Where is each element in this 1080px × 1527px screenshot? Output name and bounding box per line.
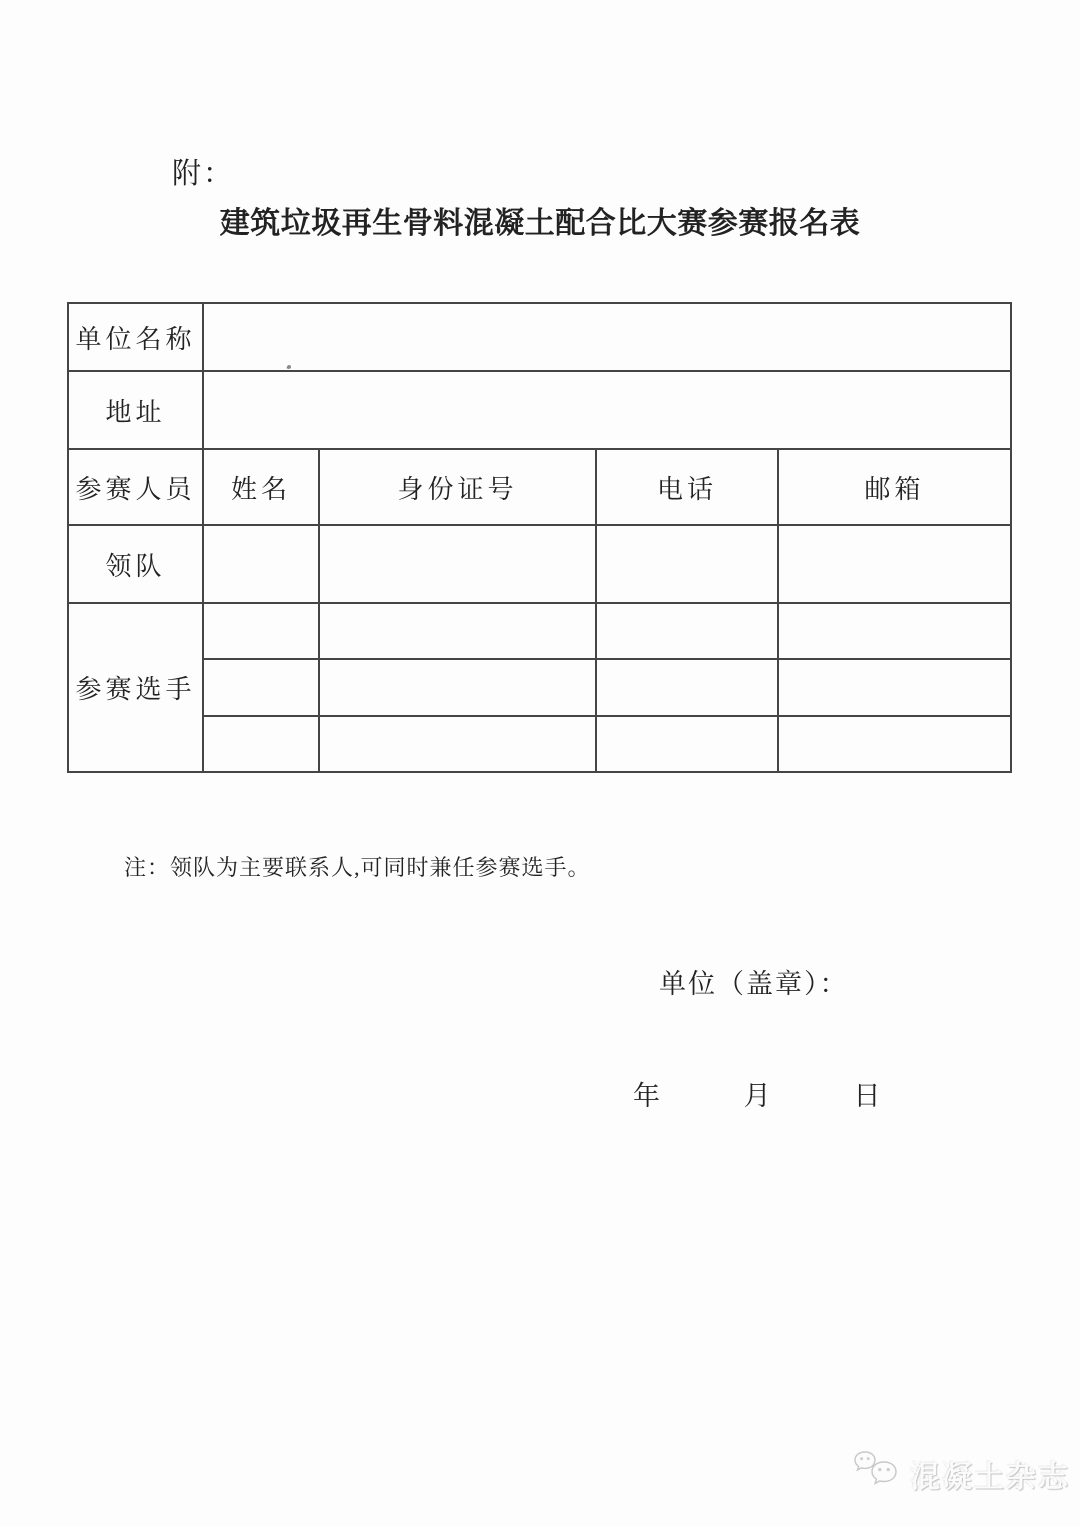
contestant3-id-cell [319, 716, 596, 772]
table-row-leader [68, 525, 1011, 603]
wechat-chat-bubbles-icon [853, 1450, 903, 1497]
date-line [633, 1074, 881, 1113]
unit-name-label: 单位名称 [68, 303, 203, 371]
contestant3-email-cell [778, 716, 1011, 772]
leader-phone-cell [596, 525, 778, 603]
table-row-unit-name [68, 303, 1011, 371]
contestant1-phone-cell [596, 603, 778, 659]
month-label: 月 [743, 1081, 771, 1111]
contestant3-name-cell [203, 716, 319, 772]
note-text: 注：领队为主要联系人,可同时兼任参赛选手。 [124, 855, 591, 880]
contestant1-id-cell [319, 603, 596, 659]
column-header-id-number: 身份证号 [319, 449, 596, 525]
leader-id-cell [319, 525, 596, 603]
address-value-cell [203, 371, 1011, 449]
leader-label: 领队 [68, 525, 203, 603]
unit-name-value-cell [203, 303, 1011, 371]
contestant2-id-cell [319, 659, 596, 716]
column-header-phone: 电话 [596, 449, 778, 525]
participants-label: 参赛人员 [68, 449, 203, 525]
attachment-label: 附： [172, 158, 235, 190]
column-header-name: 姓名 [203, 449, 319, 525]
table-row-contestant-2 [68, 659, 1011, 716]
contestant2-email-cell [778, 659, 1011, 716]
contestants-label: 参赛选手 [68, 603, 203, 772]
contestant1-name-cell [203, 603, 319, 659]
page-title: 建筑垃圾再生骨料混凝土配合比大赛参赛报名表 [219, 207, 861, 240]
day-label: 日 [853, 1081, 881, 1111]
watermark [853, 1450, 1070, 1497]
contestant3-phone-cell [596, 716, 778, 772]
contestant1-email-cell [778, 603, 1011, 659]
table-row-contestant-3 [68, 716, 1011, 772]
leader-email-cell [778, 525, 1011, 603]
address-label: 地址 [68, 371, 203, 449]
unit-seal-label: 单位（盖章）： [659, 969, 849, 999]
column-header-email: 邮箱 [778, 449, 1011, 525]
year-label: 年 [633, 1081, 660, 1111]
watermark-text: 混凝土杂志 [910, 1460, 1070, 1494]
contestant2-phone-cell [596, 659, 778, 716]
registration-form-table [67, 302, 1012, 773]
leader-name-cell [203, 525, 319, 603]
table-row-headers [68, 449, 1011, 525]
table-row-address [68, 371, 1011, 449]
table-row-contestant-1 [68, 603, 1011, 659]
contestant2-name-cell [203, 659, 319, 716]
